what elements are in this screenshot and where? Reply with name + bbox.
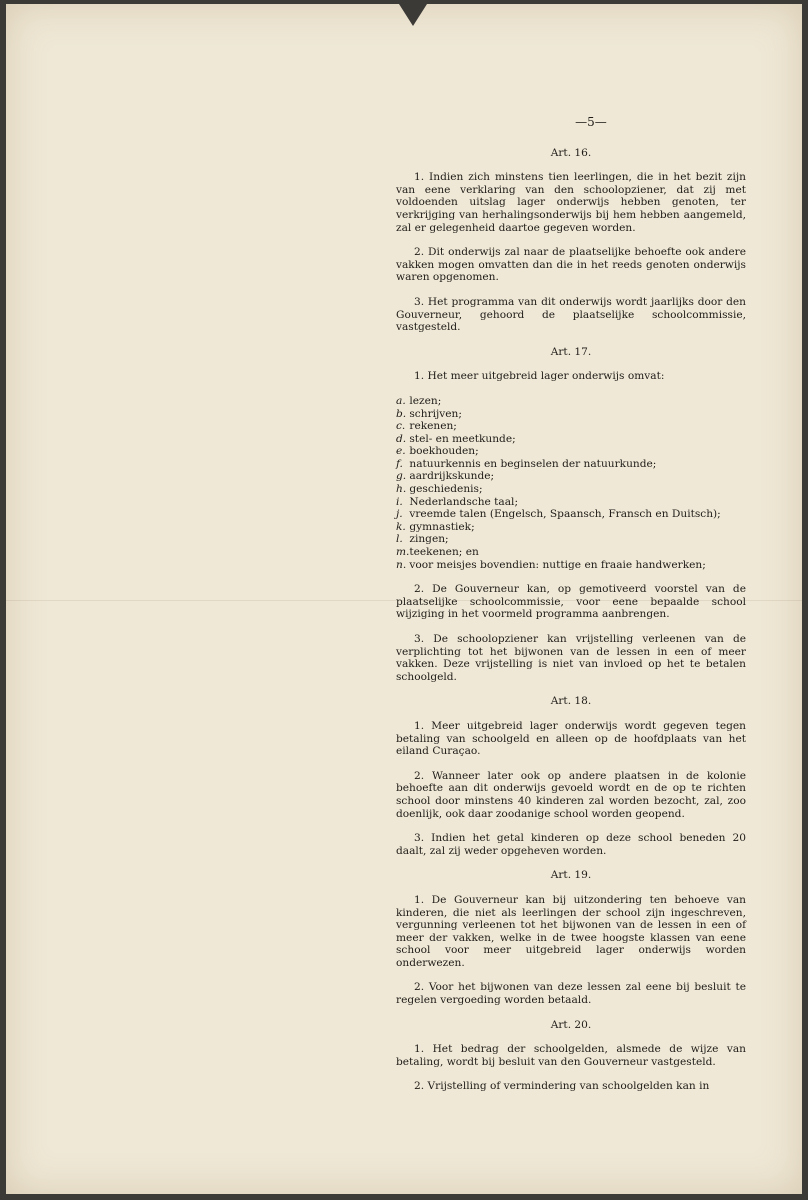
article-heading: Art. 16. (550, 146, 592, 159)
paragraph: 1. De Gouverneur kan bij uitzondering ten behoeve van kinderen, die niet als leerlingen der school zijn ingeschreven, vergunning verleenen tot het bijwonen van de lessen in een of meer der vakken, welke in de twee hoogste klassen van eene school voor meer uitgebreid lager onderwijs worden onderwezen. (396, 893, 746, 969)
paragraph: 2. De Gouverneur kan, op gemotiveerd voorstel van de plaatselijke schoolcommissie, voor eene bepaalde school wijziging in het voormeld programma aanbrengen. (396, 583, 746, 621)
list-letter: h. (396, 483, 407, 496)
paragraph: 1. Het meer uitgebreid lager onderwijs omvat: (414, 370, 665, 383)
list-letter: c. (396, 420, 406, 433)
list-letter: j. (396, 508, 403, 521)
list-item (396, 408, 746, 421)
list-letter: n. (396, 558, 407, 571)
list-item (396, 458, 746, 471)
list-text: aardrijkskunde; (409, 470, 495, 483)
list-text: zingen; (409, 533, 449, 546)
list-item (396, 445, 746, 458)
list-text: rekenen; (409, 420, 457, 433)
article-heading: Art. 18. (550, 695, 592, 708)
page-number: —5— (575, 115, 607, 129)
list-letter: g. (396, 470, 407, 483)
paragraph: 2. Vrijstelling of vermindering van schoolgelden kan in (414, 1080, 710, 1093)
article-heading: Art. 20. (550, 1018, 592, 1031)
list-item (396, 483, 746, 496)
list-text: lezen; (409, 394, 442, 407)
paragraph: 1. Meer uitgebreid lager onderwijs wordt gegeven tegen betaling van schoolgeld en alleen op de hoofdplaats van het eiland Curaçao. (396, 719, 746, 758)
list-item (396, 420, 746, 433)
paragraph: 3. Indien het getal kinderen op deze school beneden 20 daalt, zal zij weder opgeheven worden. (396, 832, 746, 857)
document-page (6, 4, 802, 1194)
list-letter: e. (396, 445, 406, 458)
list-letter: l. (396, 533, 403, 546)
paragraph: 1. Het bedrag der schoolgelden, alsmede de wijze van betaling, wordt bij besluit van den Gouverneur vastgesteld. (396, 1043, 746, 1068)
list-item (396, 433, 746, 446)
list-text: boekhouden; (409, 445, 479, 458)
paragraph: 1. Indien zich minstens tien leerlingen, die in het bezit zijn van eene verklaring van den schoolopziener, dat zij met voldoenden uitslag lager onderwijs hebben genoten, ter verkrijging van herhalingsonderwijs bij hem hebben aangemeld, zal er gelegenheid daartoe gegeven worden. (396, 171, 746, 234)
list-text: stel- en meetkunde; (409, 432, 516, 445)
subject-list (396, 395, 746, 571)
list-text: gymnastiek; (409, 520, 475, 533)
list-letter: b. (396, 407, 407, 420)
list-item (396, 470, 746, 483)
list-text: natuurkennis en beginselen der natuurkunde; (409, 457, 657, 470)
paragraph: 2. Voor het bijwonen van deze lessen zal eene bij besluit te regelen vergoeding worden betaald. (396, 981, 746, 1007)
list-text: teekenen; en (409, 546, 479, 559)
list-item (396, 559, 746, 572)
article-heading: Art. 19. (550, 869, 592, 882)
list-item (396, 546, 746, 559)
list-letter: a. (396, 394, 406, 407)
list-item (396, 508, 746, 521)
list-item (396, 496, 746, 509)
paragraph: 2. Dit onderwijs zal naar de plaatselijke behoefte ook andere vakken mogen omvatten dan die in het reeds genoten onderwijs waren opgenomen. (396, 246, 746, 284)
list-letter: i. (396, 495, 403, 508)
paragraph: 3. Het programma van dit onderwijs wordt jaarlijks door den Gouverneur, gehoord de plaatselijke schoolcommissie, vastgesteld. (396, 295, 746, 334)
list-item (396, 533, 746, 546)
list-letter: m. (396, 546, 410, 559)
list-item (396, 395, 746, 408)
list-text: vreemde talen (Engelsch, Spaansch, Fransch en Duitsch); (409, 508, 721, 521)
paragraph: 2. Wanneer later ook op andere plaatsen in de kolonie behoefte aan dit onderwijs gevoeld wordt en de op te richten school door minstens 40 kinderen zal worden bezocht, zal, zoo doenlijk, ook daar zoodanige school worden geopend. (396, 769, 746, 820)
list-letter: k. (396, 520, 406, 533)
list-text: geschiedenis; (409, 483, 483, 496)
paragraph: 3. De schoolopziener kan vrijstelling verleenen van de verplichting tot het bijwonen van de lessen in een of meer vakken. Deze vrijstelling is niet van invloed op het te betalen schoolgeld. (396, 633, 746, 683)
list-item (396, 521, 746, 534)
list-text: voor meisjes bovendien: nuttige en fraaie handwerken; (409, 558, 706, 571)
list-letter: f. (396, 457, 403, 470)
page-notch (399, 4, 427, 26)
text-column (396, 116, 746, 1105)
list-letter: d. (396, 432, 407, 445)
list-text: schrijven; (409, 407, 462, 420)
article-heading: Art. 17. (550, 345, 592, 358)
list-text: Nederlandsche taal; (409, 495, 519, 508)
